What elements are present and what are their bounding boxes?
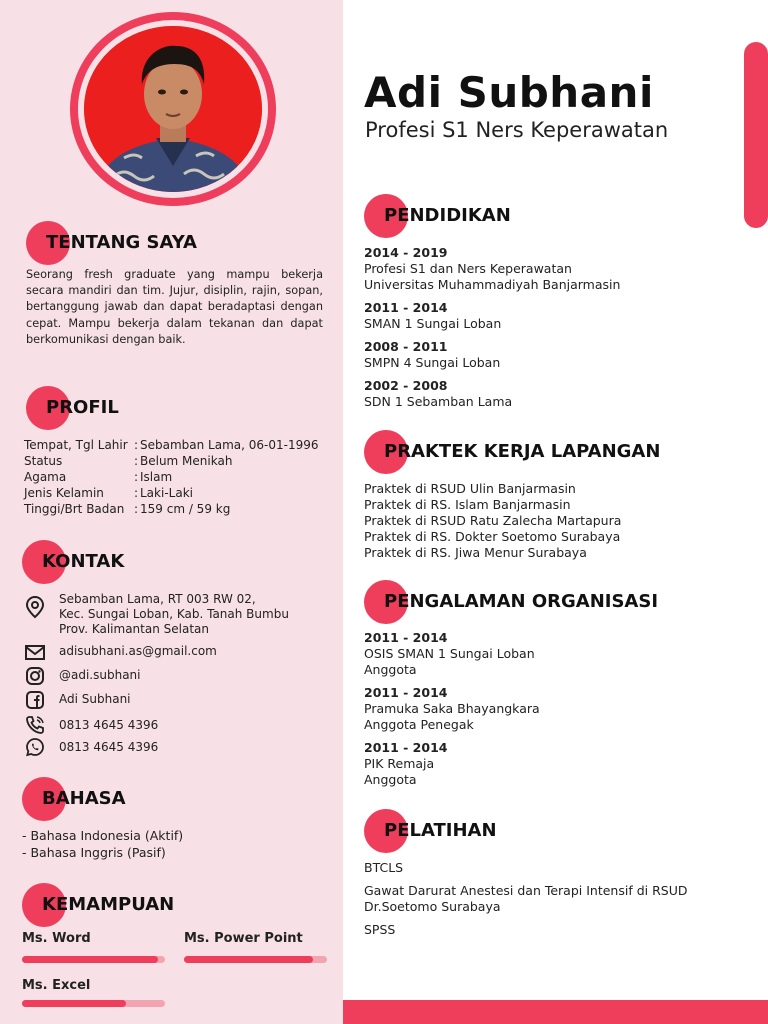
profile-key: Status — [24, 454, 63, 468]
skill-bar-fill — [22, 1000, 126, 1007]
organization-line: PIK Remaja — [364, 756, 435, 771]
education-line: Profesi S1 dan Ners Keperawatan — [364, 261, 572, 276]
education-line: SMPN 4 Sungai Loban — [364, 355, 501, 370]
profile-value: Laki-Laki — [140, 486, 193, 500]
contact-address-line: Prov. Kalimantan Selatan — [59, 622, 209, 636]
profile-colon: : — [134, 502, 139, 516]
internship-item: Praktek di RS. Dokter Soetomo Surabaya — [364, 529, 621, 544]
location-icon — [24, 595, 46, 617]
skill-bar-track — [22, 1000, 165, 1007]
profile-key: Jenis Kelamin — [24, 486, 104, 500]
section-title: PENGALAMAN ORGANISASI — [384, 591, 659, 612]
organization-line: Anggota Penegak — [364, 717, 474, 732]
contact-facebook[interactable]: Adi Subhani — [59, 692, 131, 706]
candidate-name: Adi Subhani — [364, 68, 654, 117]
instagram-icon — [24, 665, 46, 687]
contact-phone[interactable]: 0813 4645 4396 — [59, 718, 159, 732]
training-item — [364, 860, 403, 876]
contact-address-line: Sebamban Lama, RT 003 RW 02, — [59, 592, 256, 606]
section-title: TENTANG SAYA — [46, 232, 197, 253]
whatsapp-icon — [24, 736, 46, 758]
profile-key: Tinggi/Brt Badan — [24, 502, 125, 516]
section-title: PRAKTEK KERJA LAPANGAN — [384, 441, 661, 462]
facebook-icon — [24, 689, 46, 711]
profile-key: Tempat, Tgl Lahir — [24, 438, 128, 452]
skill-label: Ms. Word — [22, 931, 91, 946]
profile-photo — [84, 26, 262, 192]
organization-line: Anggota — [364, 662, 417, 677]
education-line: SDN 1 Sebamban Lama — [364, 394, 513, 409]
skill-bar-track — [22, 956, 165, 963]
language-item: - Bahasa Indonesia (Aktif) — [22, 828, 184, 843]
contact-whatsapp[interactable]: 0813 4645 4396 — [59, 740, 159, 754]
language-item: - Bahasa Inggris (Pasif) — [22, 845, 166, 860]
skill-bar-track — [184, 956, 327, 963]
organization-line: Anggota — [364, 772, 417, 787]
profile-value: Islam — [140, 470, 173, 484]
education-line: SMAN 1 Sungai Loban — [364, 316, 502, 331]
section-title: PENDIDIKAN — [384, 205, 511, 226]
education-entry — [364, 339, 500, 371]
profile-value: 159 cm / 59 kg — [140, 502, 231, 516]
education-line: Universitas Muhammadiyah Banjarmasin — [364, 277, 621, 292]
organization-year: 2011 - 2014 — [364, 630, 448, 645]
profile-colon: : — [134, 454, 139, 468]
mail-icon — [24, 642, 46, 664]
bottom-band — [343, 1000, 768, 1024]
internship-item: Praktek di RSUD Ratu Zalecha Martapura — [364, 513, 622, 528]
education-entry — [364, 245, 620, 293]
profile-colon: : — [134, 486, 139, 500]
section-title: KONTAK — [42, 551, 125, 572]
education-year: 2008 - 2011 — [364, 339, 448, 354]
training-line: SPSS — [364, 922, 396, 937]
organization-line: Pramuka Saka Bhayangkara — [364, 701, 540, 716]
training-line: BTCLS — [364, 860, 404, 875]
training-line: Dr.Soetomo Surabaya — [364, 899, 501, 914]
skill-label: Ms. Excel — [22, 978, 91, 993]
education-year: 2011 - 2014 — [364, 300, 448, 315]
section-title: KEMAMPUAN — [42, 894, 175, 915]
profile-colon: : — [134, 438, 139, 452]
profile-colon: : — [134, 470, 139, 484]
organization-entry — [364, 685, 540, 733]
profile-value: Sebamban Lama, 06-01-1996 — [140, 438, 319, 452]
education-entry — [364, 300, 501, 332]
contact-email[interactable]: adisubhani.as@gmail.com — [59, 644, 217, 658]
training-item — [364, 922, 395, 938]
skill-bar-fill — [184, 956, 313, 963]
contact-instagram[interactable]: @adi.subhani — [59, 668, 141, 682]
decorative-bar — [744, 42, 768, 228]
section-title: PELATIHAN — [384, 820, 497, 841]
education-year: 2002 - 2008 — [364, 378, 448, 393]
contact-address-line: Kec. Sungai Loban, Kab. Tanah Bumbu — [59, 607, 289, 621]
skill-label: Ms. Power Point — [184, 931, 303, 946]
about-text: Seorang fresh graduate yang mampu bekerja secara mandiri dan tim. Jujur, disiplin, rajin, sopan, bertanggung jawab dan dapat beradaptasi dengan cepat. Mampu bekerja dalam tekanan dan dapat berkomunikasi dengan baik. — [26, 268, 323, 346]
organization-entry — [364, 630, 535, 678]
profile-key: Agama — [24, 470, 67, 484]
internship-item: Praktek di RS. Jiwa Menur Surabaya — [364, 545, 587, 560]
profile-value: Belum Menikah — [140, 454, 233, 468]
organization-entry — [364, 740, 447, 788]
organization-year: 2011 - 2014 — [364, 740, 448, 755]
profile-photo-drawing — [84, 26, 262, 192]
internship-item: Praktek di RSUD Ulin Banjarmasin — [364, 481, 576, 496]
organization-line: OSIS SMAN 1 Sungai Loban — [364, 646, 535, 661]
education-entry — [364, 378, 512, 410]
internship-list — [364, 481, 621, 561]
section-title: BAHASA — [42, 788, 126, 809]
skill-bar-fill — [22, 956, 158, 963]
phone-icon — [24, 714, 46, 736]
candidate-role: Profesi S1 Ners Keperawatan — [365, 118, 669, 142]
training-item — [364, 883, 687, 915]
education-year: 2014 - 2019 — [364, 245, 448, 260]
organization-year: 2011 - 2014 — [364, 685, 448, 700]
section-title: PROFIL — [46, 397, 119, 418]
training-line: Gawat Darurat Anestesi dan Terapi Intensif di RSUD — [364, 883, 688, 898]
internship-item: Praktek di RS. Islam Banjarmasin — [364, 497, 571, 512]
